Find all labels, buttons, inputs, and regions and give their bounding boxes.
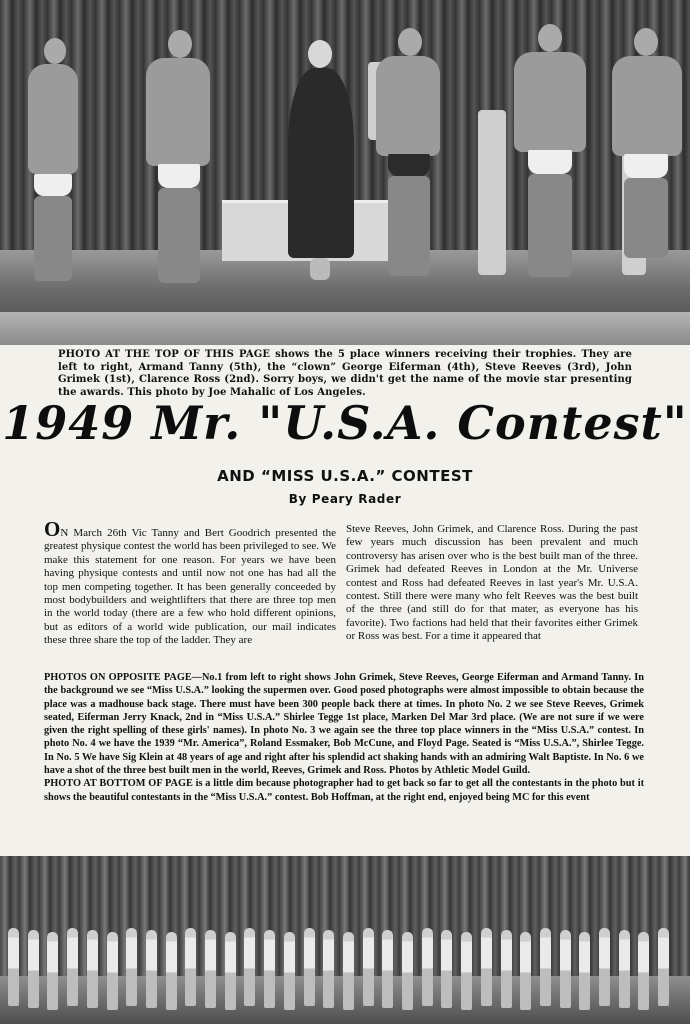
contestant-figure xyxy=(166,932,177,1010)
presenter-figure xyxy=(282,40,362,280)
contestant-figure xyxy=(264,930,275,1008)
body-column-left xyxy=(44,517,336,648)
bodybuilder-figure xyxy=(372,28,444,278)
bodybuilder-figure xyxy=(142,30,214,285)
contestant-figure xyxy=(382,930,393,1008)
stage-edge xyxy=(0,312,690,345)
contestant-figure xyxy=(441,930,452,1008)
top-photo-trophy-presentation xyxy=(0,0,690,345)
contestant-figure xyxy=(658,928,669,1006)
caption-text: shows the 5 place winners receiving their trophies. They are left to right, Armand Tanny (5th), the “clown” George Eiferman (4th), Steve Reeves (3rd), John Grimek (1st), Clarence Ross (2nd). Sorry boys, we didn't get the name of the movie star presenting the awards. This photo by Joe Mahalic of Los Angeles. xyxy=(58,349,632,398)
contestant-figure xyxy=(205,930,216,1008)
contestant-figure xyxy=(225,932,236,1010)
bodybuilder-figure xyxy=(510,24,590,279)
caption-paragraph-2: PHOTO AT BOTTOM OF PAGE is a little dim because photographer had to get back so far to get all the contestants in the photo but it shows the beautiful contestants in the “Miss U.S.A.” contest. Bob Hoffman, at the right end, enjoyed being MC for this event xyxy=(44,778,644,803)
contestant-figure xyxy=(284,932,295,1010)
contestant-figure xyxy=(185,928,196,1006)
contestant-figure xyxy=(304,928,315,1006)
top-photo-caption xyxy=(58,349,632,399)
contestant-figure xyxy=(638,932,649,1010)
contestant-figure xyxy=(481,928,492,1006)
contestant-figure xyxy=(28,930,39,1008)
trophy-icon xyxy=(478,110,506,275)
contestant-figure xyxy=(146,930,157,1008)
contestant-figure xyxy=(126,928,137,1006)
opposite-page-caption xyxy=(44,671,644,804)
contestant-figure xyxy=(343,932,354,1010)
contestant-figure xyxy=(520,932,531,1010)
caption-paragraph-1: PHOTOS ON OPPOSITE PAGE—No.1 from left to right shows John Grimek, Steve Reeves, George Eiferman and Armand Tanny. In the background we see “Miss U.S.A.” looking the supermen over. Good posed photographs were almost impossible to obtain because the place was a madhouse back stage. There must have been 300 people back there at times. In photo No. 2 we see Steve Reeves, Grimek seated, Eiferman Jerry Knack, 2nd in “Miss U.S.A.” Shirlee Tegge 1st place, Marken Del Mar 3rd place. (We are not sure if we were given the right spelling of these girls' names). In photo No. 3 we again see the three top place winners in the “Miss U.S.A.” contest. In photo No. 4 we have the 1939 “Mr. America”, Roland Essmaker, Bob McCune, and Floyd Page. Seated is “Miss U.S.A.”, Shirlee Tegge. In No. 5 We have Sig Klein at 48 years of age and right after his splendid act shaking hands with an admiring Walt Baptiste. In No. 6 we have a shot of the three best built men in the world, Reeves, Grimek and Ross. Photos by Athletic Model Guild. xyxy=(44,672,644,777)
contestant-figure xyxy=(67,928,78,1006)
contestant-figure xyxy=(461,932,472,1010)
contestant-figure xyxy=(579,932,590,1010)
contestant-figure xyxy=(540,928,551,1006)
right-column-text: Steve Reeves, John Grimek, and Clarence Ross. During the past few years much discussion has been prevalent and much controversy has arisen over who is the best built man of the three. Grimek had defeated Reeves in London at the Mr. Universe contest and Ross had defeated Reeves in last year's Mr. U.S.A. contest. Still there were many who felt Reeves was the best built of the three (and still do for that mater, as everyone has his favorite). Two factions had held that their favorites either Grimek or Ross was best. For a time it appeared that xyxy=(346,523,638,643)
contestant-figure xyxy=(323,930,334,1008)
contestant-figure xyxy=(87,930,98,1008)
bodybuilder-figure xyxy=(608,28,686,258)
contestant-figure xyxy=(8,928,19,1006)
drop-cap: O xyxy=(44,517,61,541)
contestant-figure xyxy=(599,928,610,1006)
bodybuilder-figure xyxy=(22,38,82,283)
contestant-figure xyxy=(107,932,118,1010)
article-subtitle: AND “MISS U.S.A.” CONTEST xyxy=(217,467,473,485)
article-byline: By Peary Rader xyxy=(288,492,402,506)
contestant-figure xyxy=(363,928,374,1006)
article-headline: 1949 Mr. "U.S.A. Contest" xyxy=(2,396,688,450)
body-column-right xyxy=(346,523,638,644)
contestant-figure xyxy=(244,928,255,1006)
contestant-figure xyxy=(619,930,630,1008)
contestant-figure xyxy=(402,932,413,1010)
contestant-figure xyxy=(422,928,433,1006)
caption-lead: PHOTO AT THE TOP OF THIS PAGE xyxy=(58,349,271,360)
contestant-figure xyxy=(501,930,512,1008)
contestant-figure xyxy=(47,932,58,1010)
left-column-text: N March 26th Vic Tanny and Bert Goodrich presented the greatest physique contest the world has been privileged to see. We make this statement for one reason. For years we have been having physique contests and until now not one has had all the top men competing together. It has been generally conceeded by most bodybuilders and weightlifters that there are three top men in the world today (there are a few who hold different opinions, but as editors of a world wide publication, our mail indicates these three share the top of the ladder. They are xyxy=(44,527,336,647)
contestant-figure xyxy=(560,930,571,1008)
